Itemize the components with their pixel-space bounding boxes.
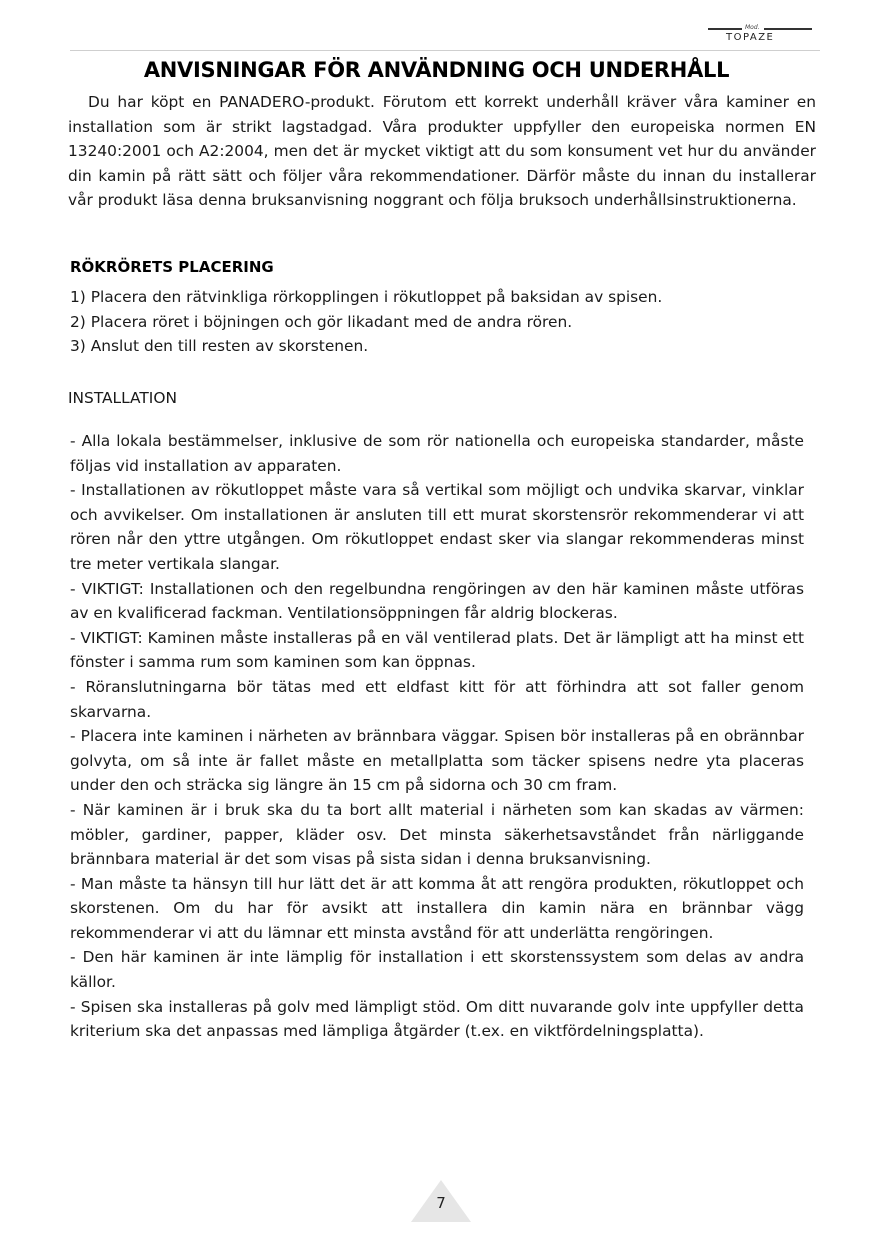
flue-steps-list [70, 285, 810, 359]
page-title: ANVISNINGAR FÖR ANVÄNDNING OCH UNDERHÅLL [143, 58, 730, 82]
flue-step: 3) Anslut den till resten av skorstenen. [70, 337, 369, 356]
model-prefix: Mod. [745, 24, 760, 31]
header-divider [70, 50, 820, 51]
badge-line-right [764, 28, 812, 30]
installation-item: - Alla lokala bestämmelser, inklusive de som rör nationella och europeiska standarder, måste följas vid installation av apparaten. [70, 432, 804, 475]
flue-step: 2) Placera röret i böjningen och gör likadant med de andra rören. [70, 312, 573, 331]
installation-item: - VIKTIGT: Kaminen måste installeras på en väl ventilerad plats. Det är lämpligt att ha minst ett fönster i samma rum som kaminen som kan öppnas. [70, 628, 804, 672]
installation-item: - Man måste ta hänsyn till hur lätt det är att komma åt att rengöra produkten, rökutloppet och skorstenen. Om du har för avsikt att installera din kamin nära en brännbar vägg rekommenderar vi att du lämnar ett minsta avstånd för att underlätta rengöringen. [70, 874, 804, 942]
installation-rules [70, 429, 804, 1044]
flue-section-heading: RÖKRÖRETS PLACERING [70, 258, 274, 276]
installation-item: - Installationen av rökutloppet måste vara så vertikal som möjligt och undvika skarvar, vinklar och avvikelser. Om installationen är ansluten till ett murat skorstensrör rekommenderar vi att rören når den yttre utgången. Om rökutloppet endast sker via slangar rekommenderas minst tre meter vertikala slangar. [70, 481, 804, 573]
installation-item: - Röranslutningarna bör tätas med ett eldfast kitt för att förhindra att sot faller genom skarvarna. [70, 677, 804, 721]
flue-step: 1) Placera den rätvinkliga rörkopplingen i rökutloppet på baksidan av spisen. [70, 288, 663, 306]
installation-item: - Spisen ska installeras på golv med lämpligt stöd. Om ditt nuvarande golv inte uppfyller detta kriterium ska det anpassas med lämpliga åtgärder (t.ex. en viktfördelningsplatta). [70, 997, 804, 1041]
badge-line-left [708, 28, 742, 30]
intro-paragraph: Du har köpt en PANADERO-produkt. Förutom ett korrekt underhåll kräver våra kaminer en installation som är strikt lagstadgad. Våra produkter uppfyller den europeiska normen EN 13240:2001 och A2:2004, men det är mycket viktigt att du som konsument vet hur du använder din kamin på rätt sätt och följer våra rekommendationer. Därför måste du innan du installerar vår produkt läsa denna bruksanvisning noggrant och följa bruksoch underhållsinstruktionerna. [68, 93, 816, 210]
model-name: TOPAZE [726, 32, 775, 43]
installation-item: - Den här kaminen är inte lämplig för installation i ett skorstenssystem som delas av andra källor. [70, 948, 804, 992]
page-number: 7 [436, 1194, 446, 1212]
installation-heading: INSTALLATION [68, 389, 177, 407]
installation-item: - Placera inte kaminen i närheten av brännbara väggar. Spisen bör installeras på en obrännbar golvyta, om så inte är fallet måste en metallplatta som täcker spisens nedre yta placeras under den och sträcka sig längre än 15 cm på sidorna och 30 cm fram. [70, 727, 804, 795]
model-badge [708, 24, 818, 46]
installation-item: - VIKTIGT: Installationen och den regelbundna rengöringen av den här kaminen måste utföras av en kvalificerad fackman. Ventilationsöppningen får aldrig blockeras. [70, 579, 804, 623]
page-number-badge [411, 1180, 471, 1222]
installation-item: - När kaminen är i bruk ska du ta bort allt material i närheten som kan skadas av värmen: möbler, gardiner, papper, kläder osv. Det minsta säkerhetsavståndet från närliggande brännbara material är det som visas på sista sidan i denna bruksanvisning. [70, 800, 804, 869]
